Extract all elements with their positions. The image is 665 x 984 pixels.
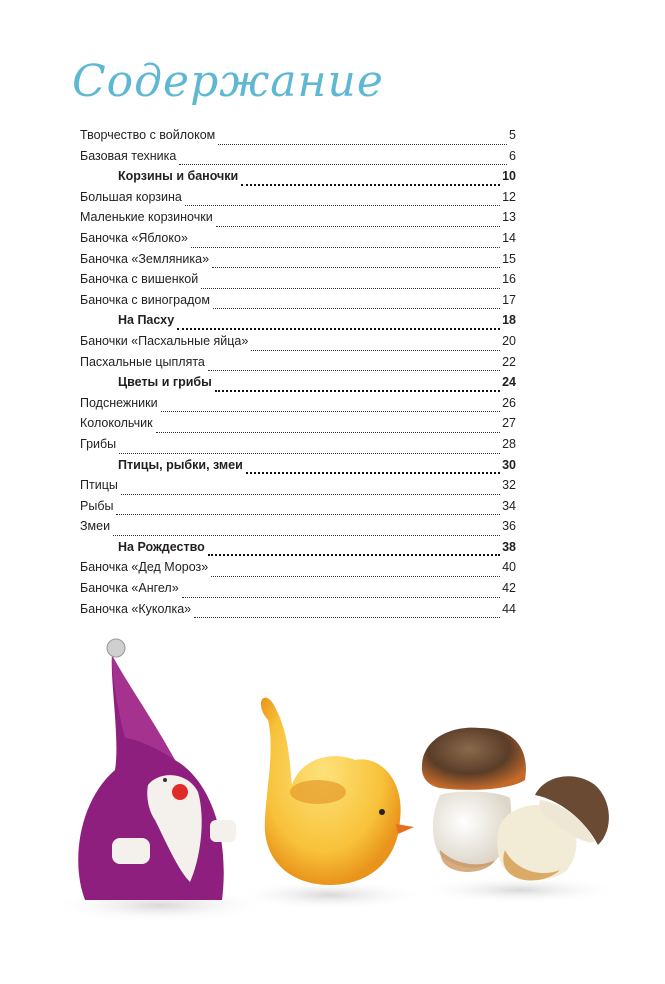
toc-entry-title: Цветы и грибы xyxy=(118,375,212,390)
table-of-contents xyxy=(80,128,516,622)
toc-leader-dots xyxy=(116,514,500,515)
toc-entry xyxy=(80,478,516,499)
toc-page-number: 12 xyxy=(502,189,516,204)
toc-page-number: 38 xyxy=(502,539,516,554)
toc-page-number: 10 xyxy=(502,169,516,184)
toc-leader-dots xyxy=(161,411,500,412)
toc-entry xyxy=(80,560,516,581)
toc-leader-dots xyxy=(156,432,501,433)
toc-entry-title: Базовая техника xyxy=(80,148,177,163)
toc-entry-title: Птицы, рыбки, змеи xyxy=(118,457,243,472)
toc-leader-dots xyxy=(182,597,500,598)
toc-entry-title: Баночка «Куколка» xyxy=(80,601,192,616)
toc-page-number: 44 xyxy=(502,601,516,616)
toc-entry xyxy=(80,416,516,437)
toc-entry xyxy=(80,334,516,355)
toc-page-number: 24 xyxy=(502,375,516,390)
toc-page-number: 32 xyxy=(502,478,516,493)
chick-felt-bowl xyxy=(235,698,425,910)
toc-entry xyxy=(80,231,516,252)
toc-leader-dots xyxy=(194,617,500,618)
toc-entry-title: Корзины и баночки xyxy=(118,169,239,184)
toc-entry-title: Рыбы xyxy=(80,498,114,513)
toc-entry-title: Колокольчик xyxy=(80,416,153,431)
toc-entry xyxy=(80,355,516,376)
toc-entry xyxy=(80,293,516,314)
toc-entry xyxy=(80,252,516,273)
toc-leader-dots xyxy=(208,370,500,371)
toc-leader-dots xyxy=(208,554,500,556)
toc-page-number: 26 xyxy=(502,395,516,410)
toc-entry-title: Баночка с вишенкой xyxy=(80,272,199,287)
toc-leader-dots xyxy=(177,328,500,330)
toc-page-number: 15 xyxy=(502,251,516,266)
toc-page-number: 18 xyxy=(502,313,516,328)
felt-toys-illustration xyxy=(0,620,665,950)
toc-entry-title: Большая корзина xyxy=(80,189,182,204)
toc-leader-dots xyxy=(211,576,500,577)
toc-entry-title: Баночка «Яблоко» xyxy=(80,230,188,245)
toc-entry-title: Творчество с войлоком xyxy=(80,128,216,142)
toc-entry xyxy=(80,499,516,520)
toc-section xyxy=(80,375,516,396)
page-title: Содержание xyxy=(72,56,384,107)
toc-leader-dots xyxy=(216,226,500,227)
toc-entry xyxy=(80,396,516,417)
toc-leader-dots xyxy=(212,267,500,268)
toc-section xyxy=(80,313,516,334)
toc-entry xyxy=(80,210,516,231)
toc-leader-dots xyxy=(251,350,500,351)
toc-entry-title: Птицы xyxy=(80,478,118,493)
toc-page-number: 14 xyxy=(502,230,516,245)
toc-page-number: 6 xyxy=(509,148,516,163)
toc-page-number: 42 xyxy=(502,581,516,596)
toc-entry-title: Маленькие корзиночки xyxy=(80,210,213,225)
toc-entry xyxy=(80,437,516,458)
toc-leader-dots xyxy=(215,390,500,392)
toc-entry xyxy=(80,149,516,170)
toc-entry-title: Баночки «Пасхальные яйца» xyxy=(80,333,249,348)
toc-entry xyxy=(80,272,516,293)
toc-leader-dots xyxy=(119,453,500,454)
toc-page-number: 17 xyxy=(502,292,516,307)
toc-entry-title: На Рождество xyxy=(118,539,205,554)
toc-page-number: 28 xyxy=(502,436,516,451)
toc-page-number: 40 xyxy=(502,560,516,575)
toc-section xyxy=(80,458,516,479)
toc-entry-title: Подснежники xyxy=(80,395,158,410)
toc-leader-dots xyxy=(113,535,500,536)
toc-entry-title: Грибы xyxy=(80,436,117,451)
toc-page-number: 20 xyxy=(502,333,516,348)
toc-section xyxy=(80,169,516,190)
felt-mushrooms xyxy=(420,728,620,904)
toc-section xyxy=(80,540,516,561)
toc-entry-title: Пасхальные цыплята xyxy=(80,354,205,369)
toc-entry xyxy=(80,190,516,211)
toc-entry-title: Змеи xyxy=(80,519,111,534)
santa-felt-jar xyxy=(50,639,270,923)
toc-entry-title: Баночка «Дед Мороз» xyxy=(80,560,209,575)
toc-entry-title: Баночка «Земляника» xyxy=(80,251,210,266)
toc-page-number: 34 xyxy=(502,498,516,513)
toc-page-number: 16 xyxy=(502,272,516,287)
toc-page-number: 5 xyxy=(509,128,516,142)
toc-leader-dots xyxy=(246,472,500,474)
toc-leader-dots xyxy=(121,494,500,495)
toc-leader-dots xyxy=(241,184,500,186)
toc-entry xyxy=(80,581,516,602)
toc-leader-dots xyxy=(191,247,500,248)
toc-entry xyxy=(80,128,516,149)
toc-page-number: 13 xyxy=(502,210,516,225)
toc-leader-dots xyxy=(201,288,500,289)
toc-page-number: 22 xyxy=(502,354,516,369)
toc-entry-title: Баночка «Ангел» xyxy=(80,581,179,596)
toc-entry-title: Баночка с виноградом xyxy=(80,292,210,307)
toc-entry-title: На Пасху xyxy=(118,313,175,328)
toc-leader-dots xyxy=(179,164,507,165)
toc-page-number: 30 xyxy=(502,457,516,472)
toc-page-number: 27 xyxy=(502,416,516,431)
toc-leader-dots xyxy=(185,205,500,206)
toc-leader-dots xyxy=(218,144,507,145)
toc-entry xyxy=(80,519,516,540)
toc-page-number: 36 xyxy=(502,519,516,534)
toc-leader-dots xyxy=(213,308,500,309)
